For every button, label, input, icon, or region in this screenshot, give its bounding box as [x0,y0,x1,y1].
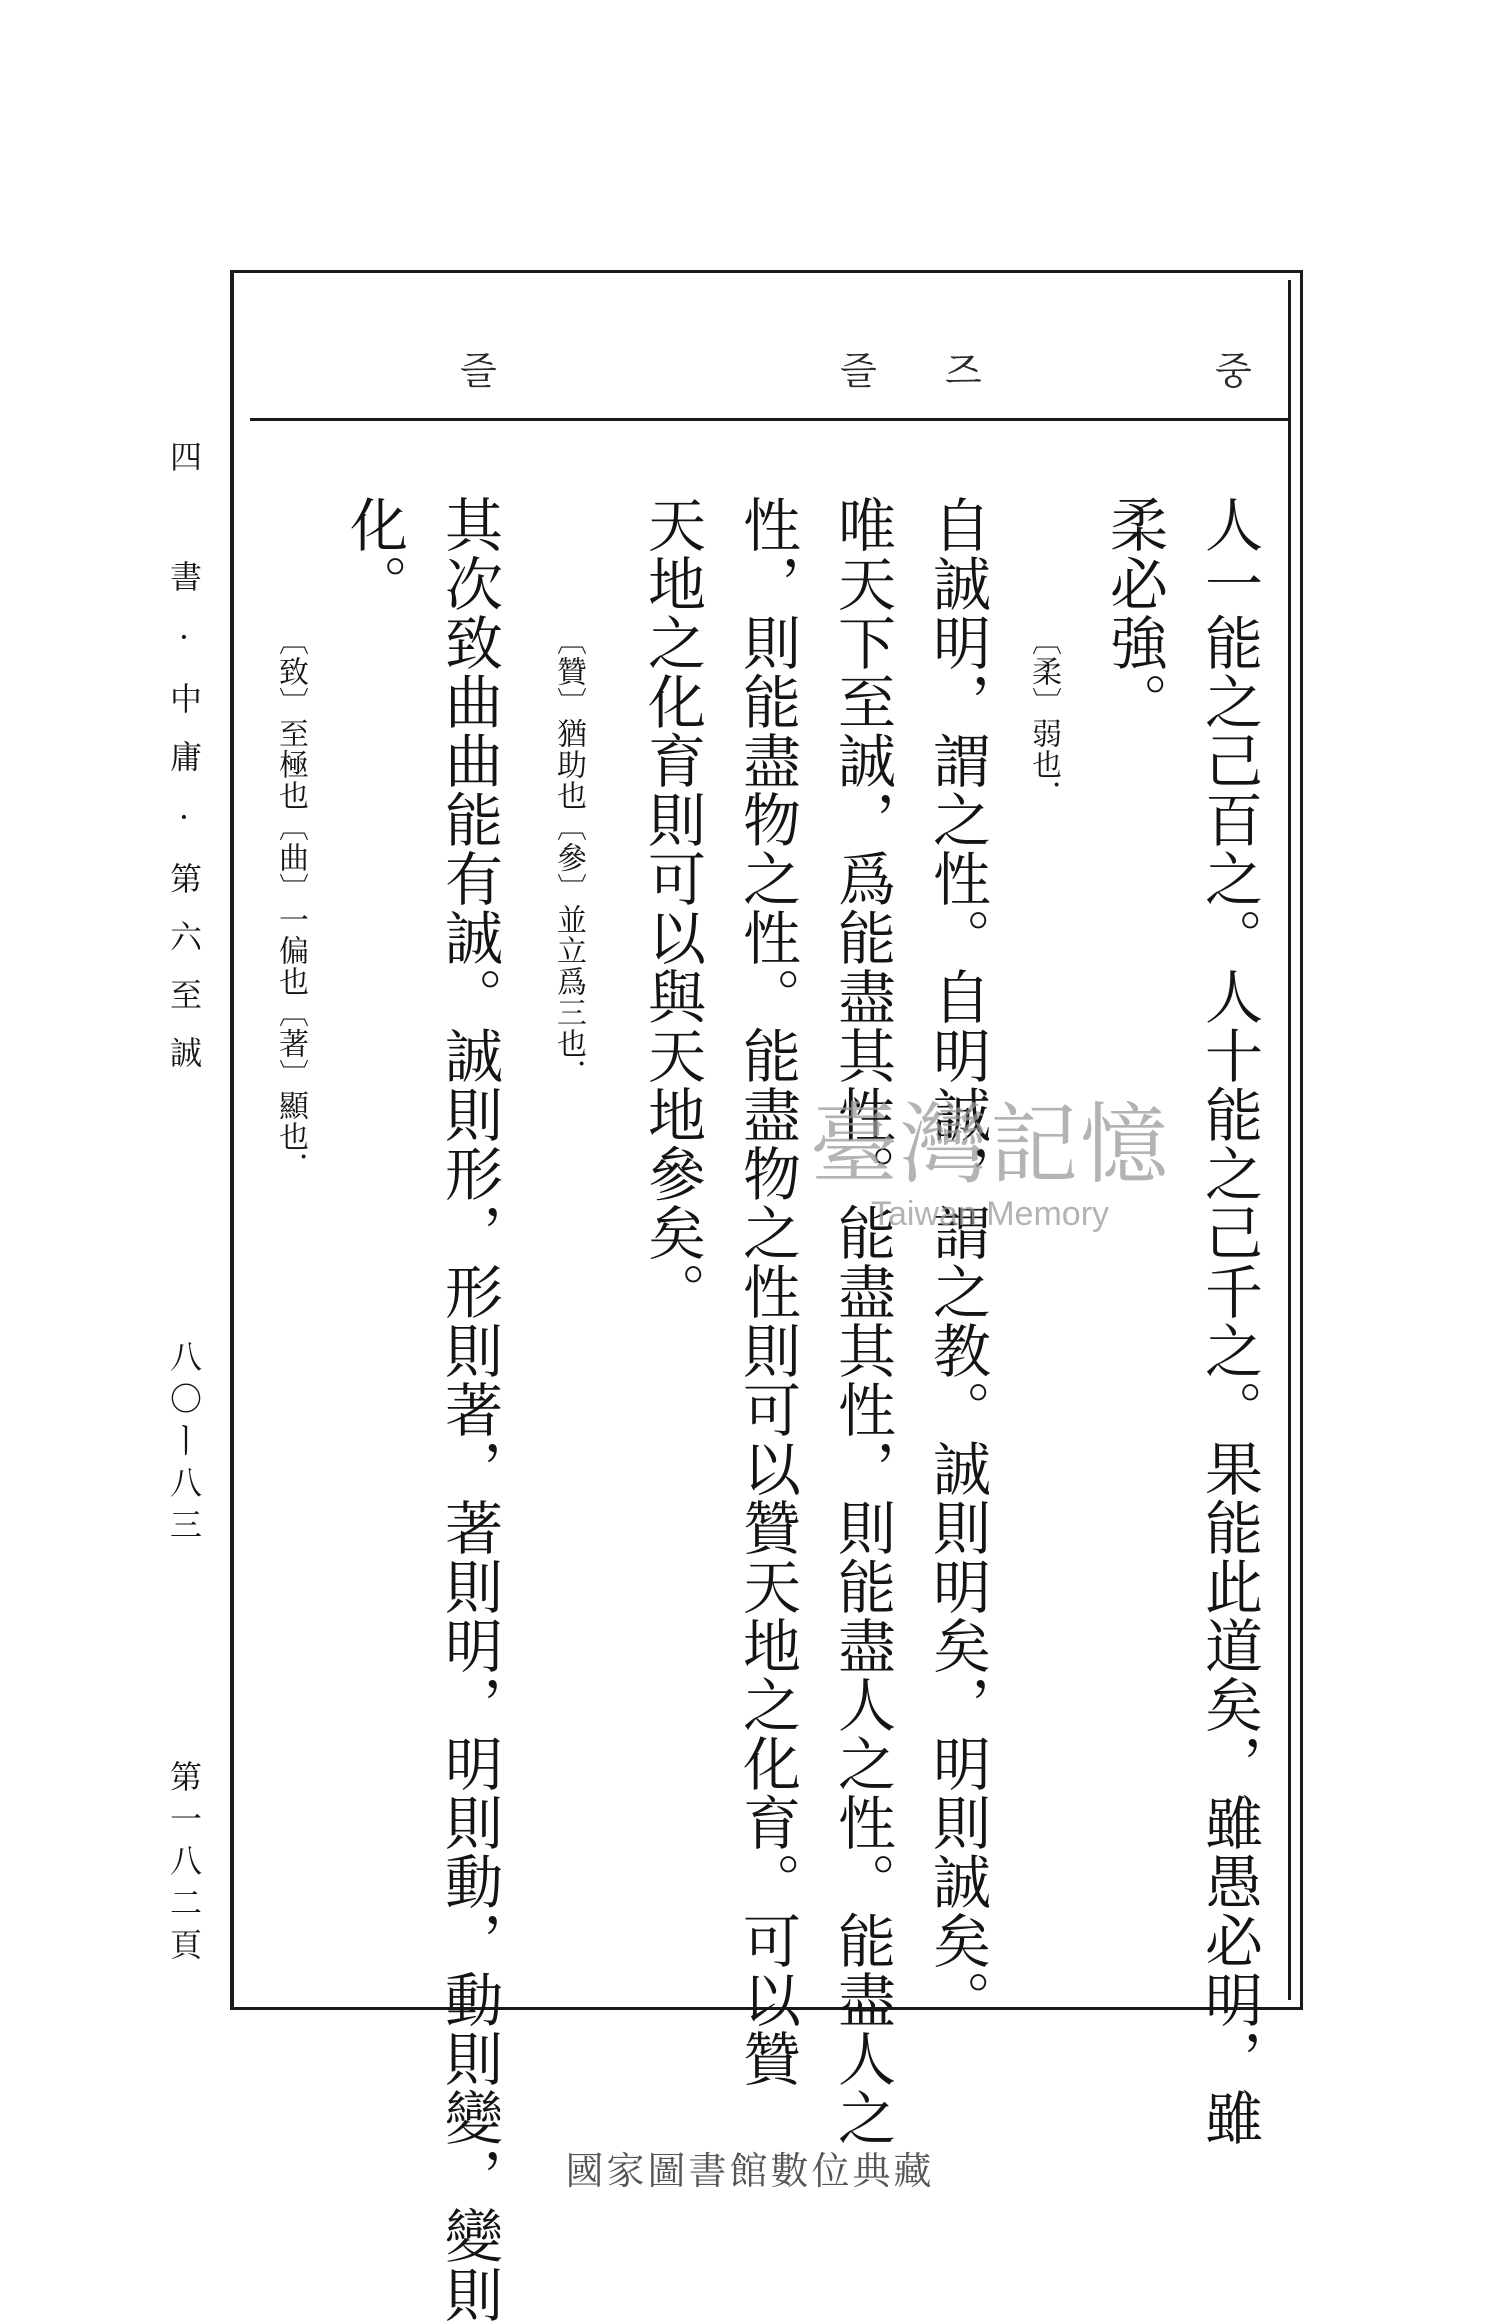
footer-credit: 國家圖書館數位典藏 [565,2149,935,2193]
frame-inner-rule [1288,280,1291,2000]
margin-page-number: 第一八二頁 [165,1760,203,1970]
main-text-line: 人一能之己百之。人十能之己千之。果能此道矣，雖愚必明，雖 [1195,495,1263,2147]
main-text-line: 唯天下至誠，爲能盡其性。能盡其性，則能盡人之性。能盡人之 [828,495,896,2147]
annotation-note: 〔柔〕弱也． [1026,625,1061,811]
annotation-note: 〔贊〕猶助也〔參〕並立爲三也． [551,625,586,1090]
main-text-line: 性，則能盡物之性。能盡物之性則可以贊天地之化育。可以贊 [733,495,801,2088]
header-marker: 즐 [460,349,497,393]
margin-page-range: 八〇ㅣ八三 [165,1340,203,1550]
main-text-line: 自誠明，謂之性。自明誠，謂之教。誠則明矣，明則誠矣。 [923,495,991,2029]
margin-title: 書·中庸·第六至誠 [165,560,203,1094]
main-text-line: 柔必強。 [1100,495,1168,731]
main-text-line: 化。 [340,495,408,613]
header-marker: 중 [1215,349,1252,393]
watermark [730,1075,1250,1234]
header-rule [250,418,1290,421]
main-text-line: 天地之化育則可以與天地參矣。 [638,495,706,1321]
main-text-line: 其次致曲曲能有誠。誠則形，形則著，著則明，明則動，動則變，變則 [435,495,503,2324]
header-marker: 즈 [945,349,982,393]
watermark-chinese: 臺灣記憶 [809,1093,1170,1196]
watermark-english: Taiwan Memory [870,1195,1110,1233]
margin-volume: 四 [165,440,203,482]
header-marker: 즐 [840,349,877,393]
annotation-note: 〔致〕至極也〔曲〕一偏也〔著〕顯也． [273,625,308,1183]
